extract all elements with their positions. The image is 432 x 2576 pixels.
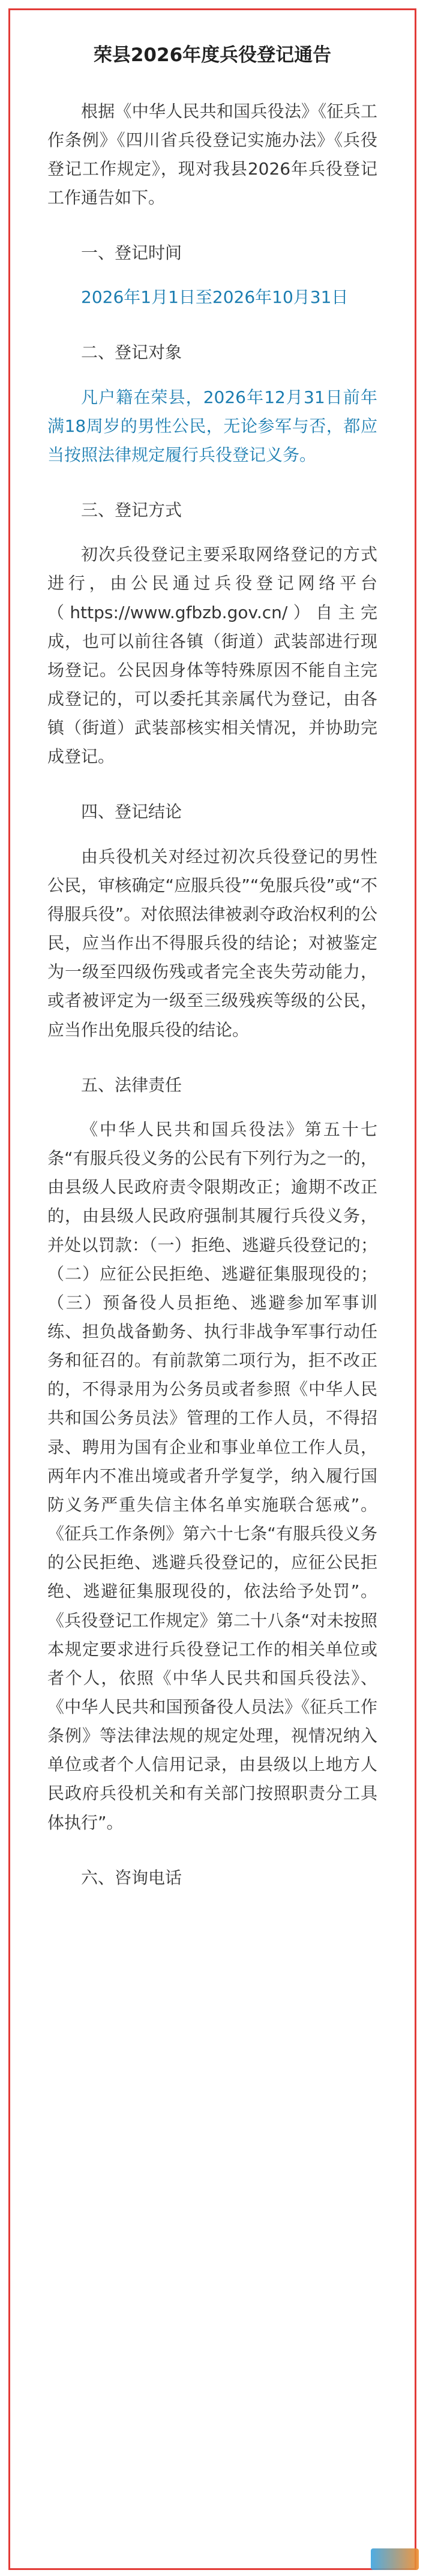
watermark-logo — [371, 2548, 419, 2570]
intro-paragraph: 根据《中华人民共和国兵役法》《征兵工作条例》《四川省兵役登记实施办法》《兵役登记工作规定》，现对我县2026年兵役登记工作通告如下。 — [47, 101, 377, 207]
section-heading-liability: 五、法律责任 — [81, 1075, 182, 1095]
section-body-conclusion: 由兵役机关对经过初次兵役登记的男性公民，审核确定“应服兵役”“免服兵役”或“不得服兵役”。对依照法律被剥夺政治权利的公民，应当作出不得服兵役的结论；对被鉴定为一级至四级伤残或者完全丧失劳动能力，或者被评定为一级至三级残疾等级的公民，应当作出免服兵役的结论。 — [47, 846, 377, 1040]
section-body-time: 2026年1月1日至2026年10月31日 — [81, 287, 349, 308]
section-body-liability: 《中华人民共和国兵役法》第五十七条“有服兵役义务的公民有下列行为之一的，由县级人民政府责令限期改正；逾期不改正的，由县级人民政府强制其履行兵役义务，并处以罚款：（一）拒绝、逃避兵役登记的；（二）应征公民拒绝、逃避征集服现役的；（三）预备役人员拒绝、逃避参加军事训练、担负战备勤务、执行非战争军事行动任务和征召的。有前款第二项行为，拒不改正的，不得录用为公务员或者参照《中华人民共和国公务员法》管理的工作人员，不得招录、聘用为国有企业和事业单位工作人员，两年内不准出境或者升学复学，纳入履行国防义务严重失信主体名单实施联合惩戒”。《征兵工作条例》第六十七条“有服兵役义务的公民拒绝、逃避兵役登记的，应征公民拒绝、逃避征集服现役的，依法给予处罚”。《兵役登记工作规定》第二十八条“对未按照本规定要求进行兵役登记工作的相关单位或者个人，依照《中华人民共和国兵役法》、《中华人民共和国预备役人员法》《征兵工作条例》等法律法规的规定处理，视情况纳入单位或者个人信用记录，由县级以上地方人民政府兵役机关和有关部门按照职责分工具体执行”。 — [47, 1119, 377, 1832]
section-heading-time: 一、登记时间 — [81, 243, 182, 263]
section-body-target: 凡户籍在荣县，2026年12月31日前年满18周岁的男性公民，无论参军与否，都应当按照法律规定履行兵役登记义务。 — [47, 387, 377, 465]
section-heading-target: 二、登记对象 — [81, 342, 182, 363]
section-heading-conclusion: 四、登记结论 — [81, 802, 182, 822]
section-heading-method: 三、登记方式 — [81, 500, 182, 520]
document-frame — [8, 8, 416, 2570]
section-body-method: 初次兵役登记主要采取网络登记的方式进行，由公民通过兵役登记网络平台（https://www.gfbzb.gov.cn/）自主完成，也可以前往各镇（街道）武装部进行现场登记。公民因身体等特殊原因不能自主完成登记的，可以委托其亲属代为登记，由各镇（街道）武装部核实相关情况，并协助完成登记。 — [47, 544, 377, 767]
document-body — [47, 41, 377, 1908]
section-heading-contact: 六、咨询电话 — [81, 1867, 182, 1888]
document-title: 荣县2026年度兵役登记通告 — [93, 44, 332, 66]
